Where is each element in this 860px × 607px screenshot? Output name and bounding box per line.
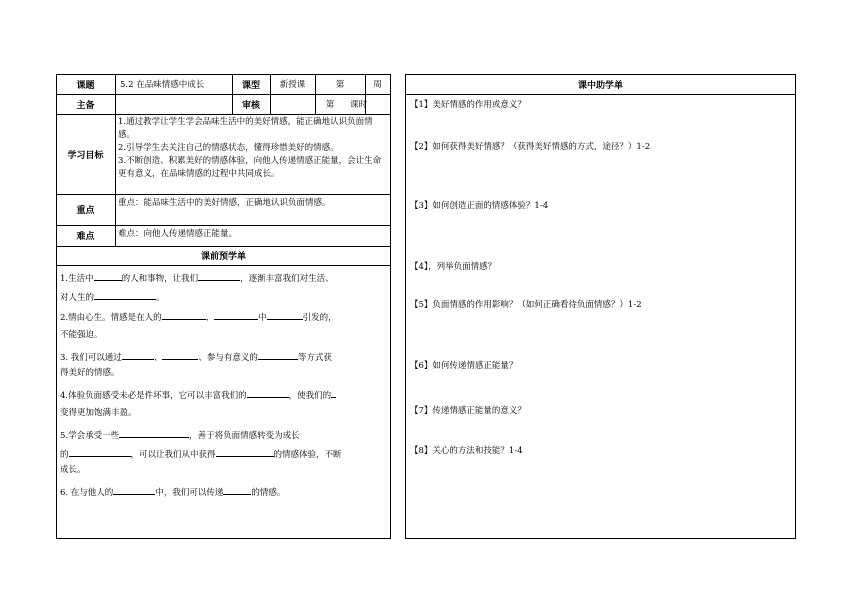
preview-line-6: 得美好的情感。 bbox=[60, 368, 120, 378]
preparer-label: 主备 bbox=[76, 100, 95, 111]
objective-2: 2.引导学生去关注自己的情感状态，懂得珍惜美好的情感。 bbox=[118, 143, 339, 153]
preview-title: 课前预学单 bbox=[200, 252, 246, 262]
question-4: 【4】，列举负面情感？ bbox=[410, 262, 497, 272]
assist-title: 课中助学单 bbox=[577, 80, 623, 91]
topic-label: 课题 bbox=[76, 80, 95, 91]
key-point-text: 重点：能品味生活中的美好情感，正确地认识负面情感。 bbox=[118, 198, 331, 208]
preview-line-8: 变得更加饱满丰盈。 bbox=[60, 408, 137, 418]
objective-3: 3.不断创造、积累美好的情感体验，向他人传递情感正能量，会让生命更有意义，在品味情感的过程中共同成长。 bbox=[118, 156, 382, 179]
period-prefix: 第 bbox=[325, 100, 335, 110]
key-point-label: 重点 bbox=[76, 206, 95, 216]
preview-line-4: 不能强迫。 bbox=[60, 330, 103, 340]
review-label: 审核 bbox=[241, 100, 260, 111]
period-suffix: 课时 bbox=[350, 100, 368, 110]
question-3: 【3】如何创造正面的情感体验？1-4 bbox=[410, 201, 549, 211]
preview-line-5: 3. 我们可以通过 、 、参与有意义的 等方式获 bbox=[60, 350, 332, 365]
preview-line-10: 的 ，可以让我们从中获得 的情感体验，不断 bbox=[60, 447, 342, 462]
difficulty-text: 难点：向他人传递情感正能量。 bbox=[118, 229, 238, 239]
question-2: 【2】如何获得美好情感？（获得美好情感的方式，途径？）1-2 bbox=[410, 142, 651, 152]
objectives-label: 学习目标 bbox=[67, 150, 104, 161]
preview-line-1: 1.生活中 的人和事物，让我们 ，逐渐丰富我们对生活、 bbox=[60, 271, 334, 286]
type-label: 课型 bbox=[241, 80, 260, 91]
preview-line-11: 成长。 bbox=[60, 465, 86, 475]
week-suffix: 周 bbox=[373, 80, 382, 90]
objectives-text bbox=[118, 116, 388, 181]
question-1: 【1】美好情感的作用或意义？ bbox=[410, 100, 526, 110]
topic-value: 5.2 在品味情感中成长 bbox=[120, 80, 205, 90]
preview-line-12: 6. 在与他人的 中，我们可以传递 的情感。 bbox=[60, 485, 285, 500]
difficulty-label: 难点 bbox=[76, 232, 95, 242]
preview-line-7: 4.体验负面感受未必是件坏事，它可以丰富我们的 ，使我们的 bbox=[60, 388, 336, 403]
question-7: 【7】传递情感正能量的意义？ bbox=[410, 406, 526, 416]
question-6: 【6】如何传递情感正能量？ bbox=[410, 361, 518, 371]
question-5: 【5】负面情感的作用影响？（如何正确看待负面情感？）1-2 bbox=[410, 300, 642, 310]
objective-1: 1.通过教学让学生学会品味生活中的美好情感，能正确地认识负面情感。 bbox=[118, 117, 373, 140]
week-prefix: 第 bbox=[335, 80, 345, 90]
question-8: 【8】关心的方法和技能？1-4 bbox=[410, 446, 523, 456]
preview-line-3: 2.情由心生。情感是在人的 、 中 引发的， bbox=[60, 310, 337, 325]
preview-line-9: 5.学会承受一些 ，善于将负面情感转变为成长 bbox=[60, 428, 300, 443]
type-value: 新授课 bbox=[279, 80, 306, 90]
preview-line-2: 对人生的 。 bbox=[60, 290, 165, 305]
